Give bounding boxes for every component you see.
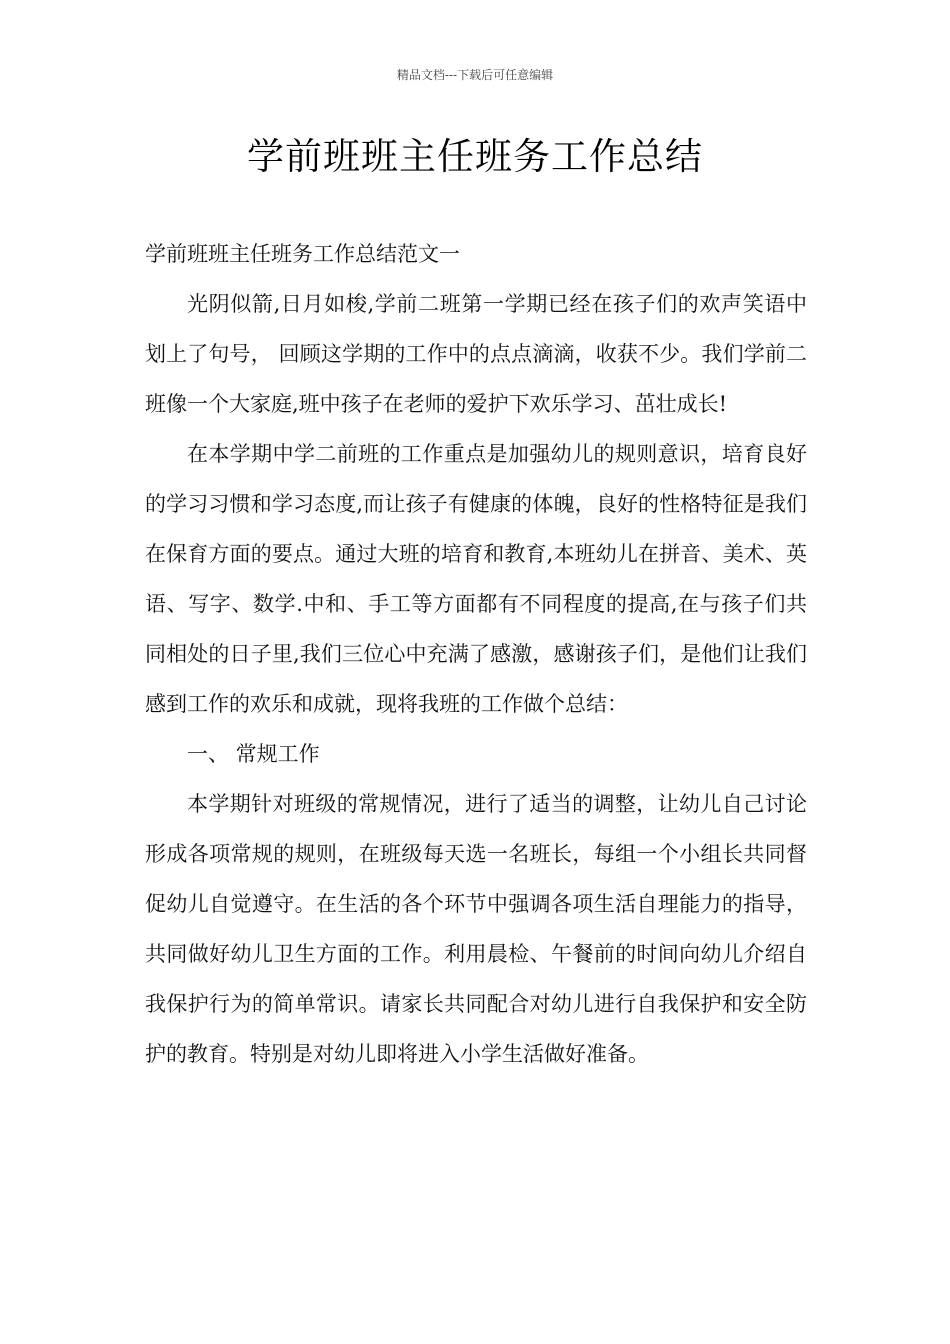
body-paragraph: 在本学期中学二前班的工作重点是加强幼儿的规则意识，培育良好的学习习惯和学习态度,而让孩子有健康的体魄，良好的性格特征是我们在保育方面的要点。通过大班的培育和教育,本班幼儿在拼音、美术、英语、写字、数学.中和、手工等方面都有不同程度的提高,在与孩子们共同相处的日子里,我们三位心中充满了感激，感谢孩子们，是他们让我们感到工作的欢乐和成就，现将我班的工作做个总结：	[145, 442, 807, 716]
section-heading: 一、 常规工作	[187, 742, 320, 766]
section-paragraph: 本学期针对班级的常规情况，进行了适当的调整，让幼儿自己讨论形成各项常规的规则，在班级每天选一名班长，每组一个小组长共同督促幼儿自觉遵守。在生活的各个环节中强调各项生活自理能力的指导，共同做好幼儿卫生方面的工作。利用晨检、午餐前的时间向幼儿介绍自我保护行为的简单常识。请家长共同配合对幼儿进行自我保护和安全防护的教育。特别是对幼儿即将进入小学生活做好准备。	[145, 792, 807, 1066]
body-paragraph: 光阴似箭,日月如梭,学前二班第一学期已经在孩子们的欢声笑语中划上了句号， 回顾这学期的工作中的点点滴滴，收获不少。我们学前二班像一个大家庭,班中孩子在老师的爱护下欢乐学习、茁壮成长!	[145, 292, 807, 416]
document-title: 学前班班主任班务工作总结	[247, 135, 703, 178]
document-body	[145, 229, 807, 1079]
document-subtitle: 学前班班主任班务工作总结范文一	[145, 242, 460, 266]
header-note: 精品文档---下载后可任意编辑	[396, 68, 554, 82]
